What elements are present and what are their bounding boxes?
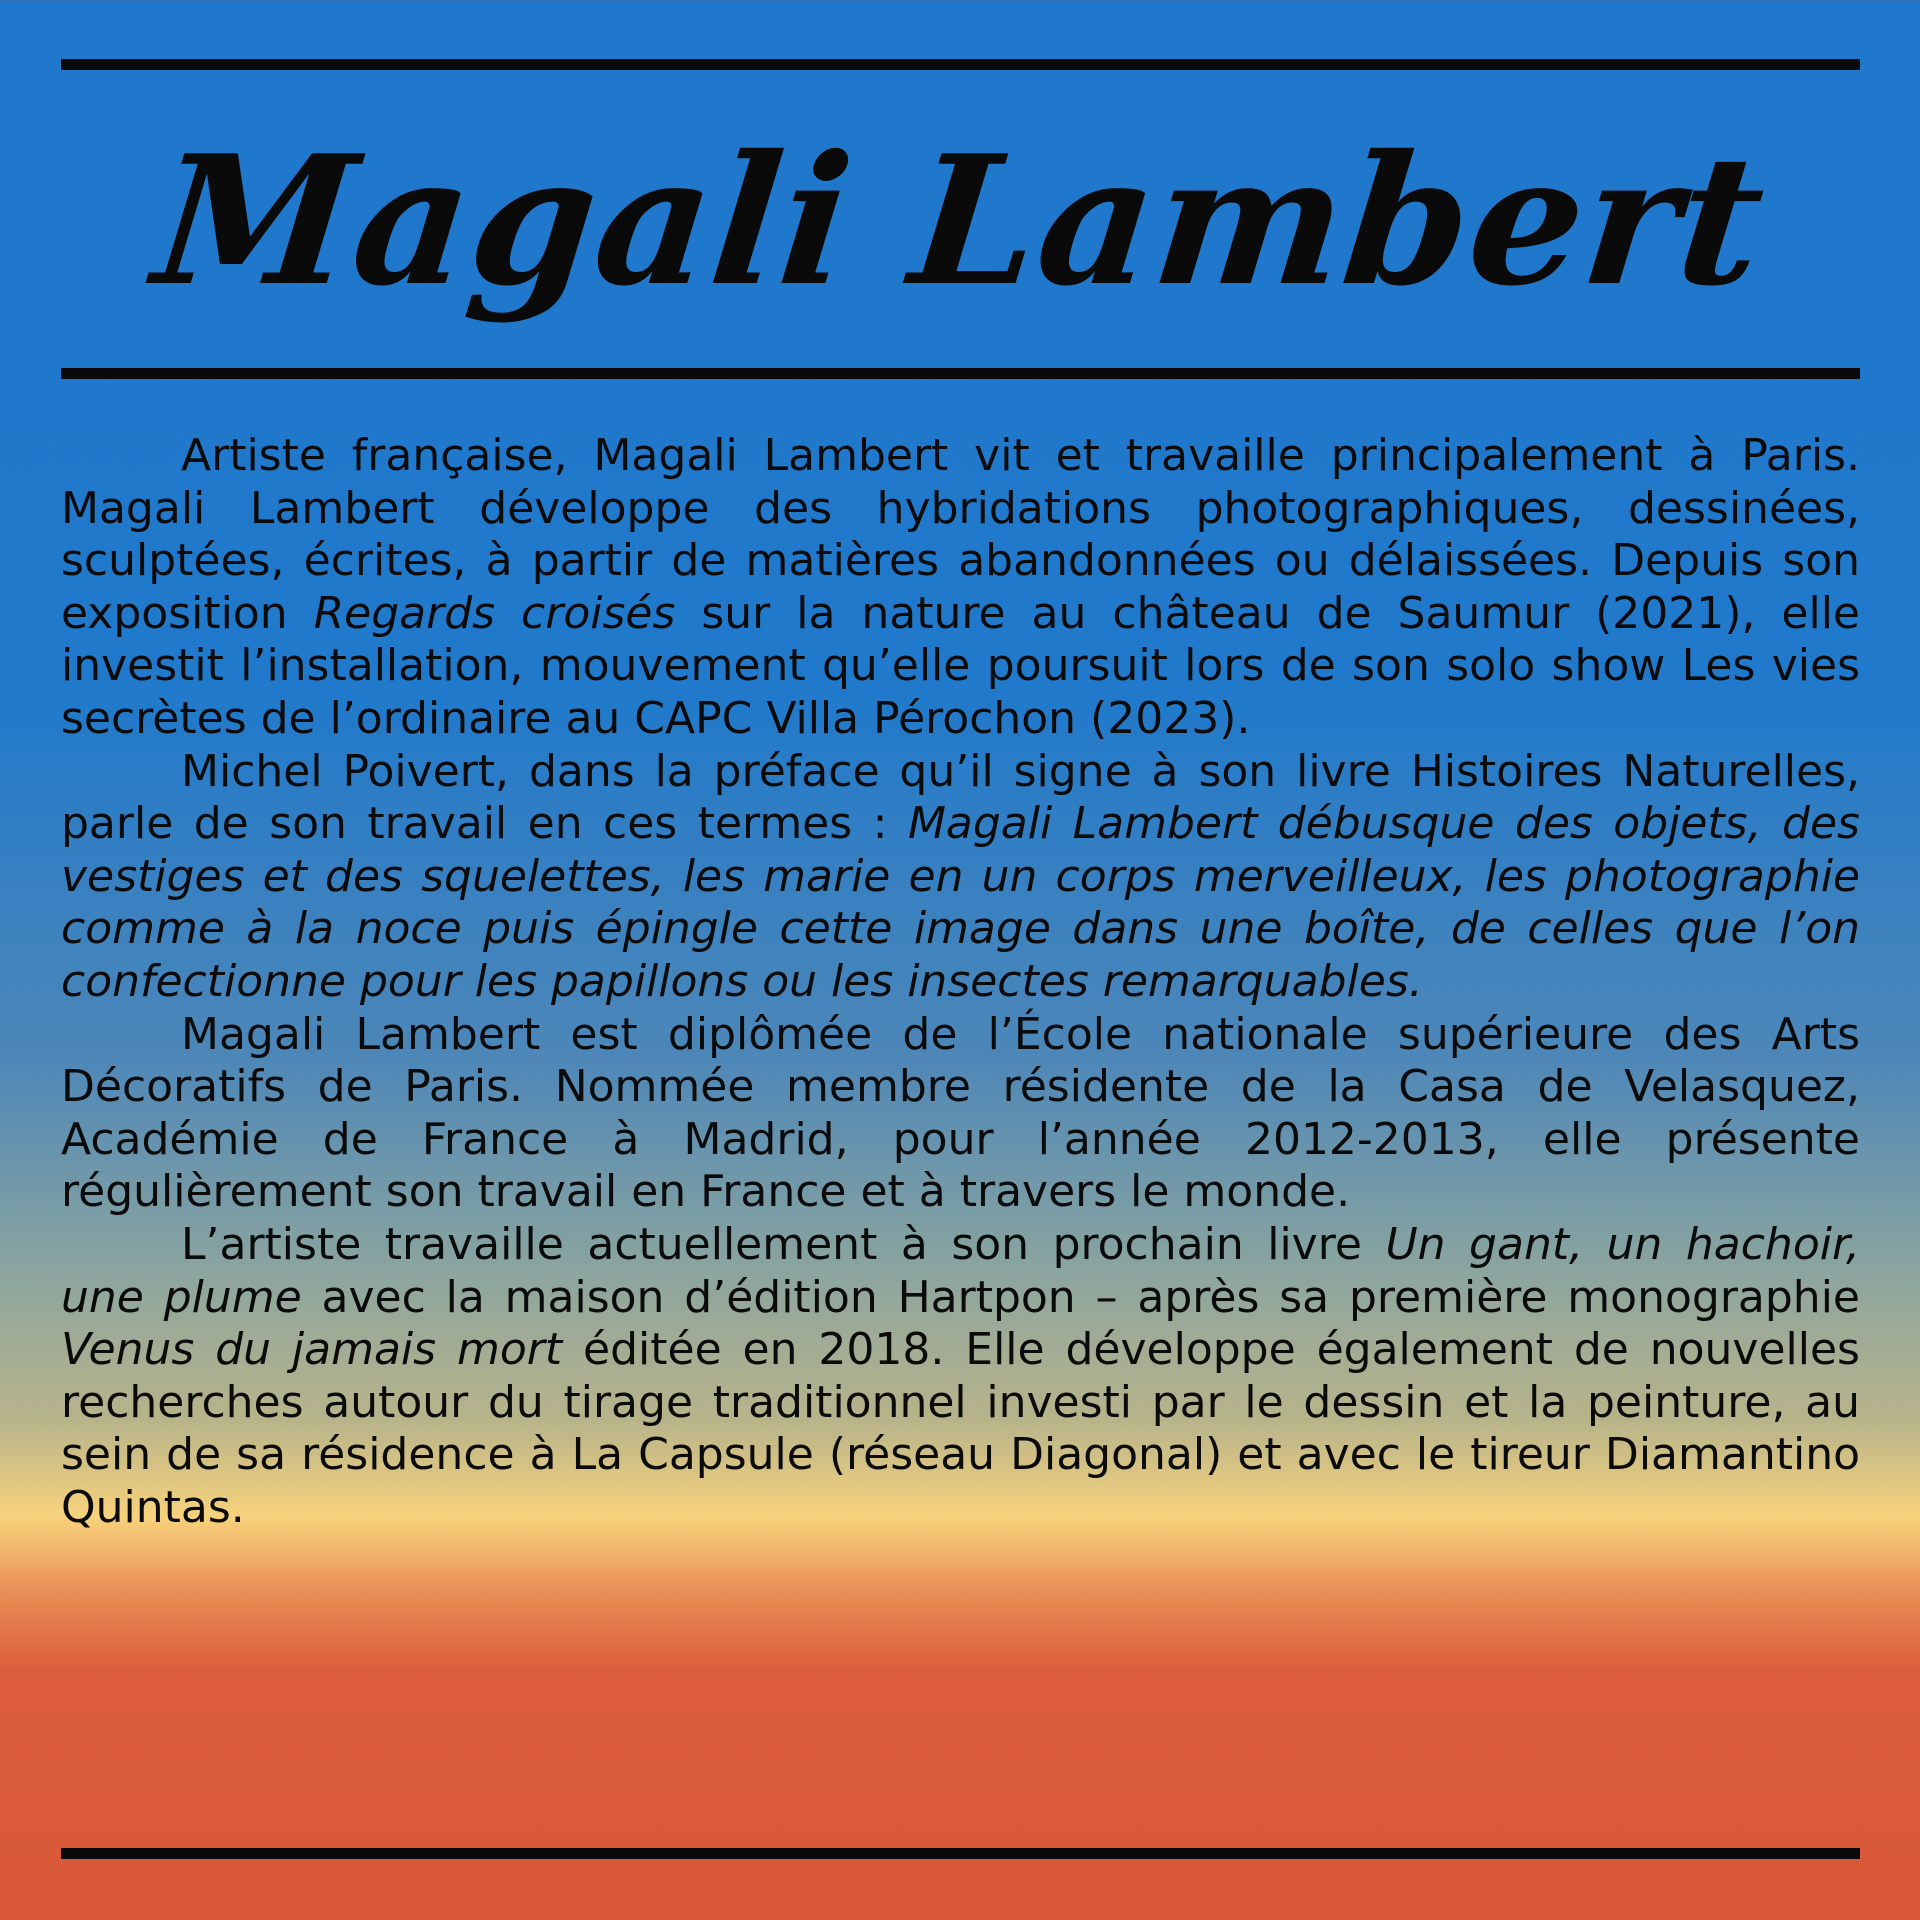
paragraph-education: [61, 1009, 1860, 1219]
text-segment: Michel Poivert, dans la préface qu’il signe à son livre Histoires Naturelles, parle de son travail en ces termes :: [61, 745, 1860, 850]
paragraph-quote: [61, 746, 1860, 1009]
text-segment: L’artiste travaille actuellement à son prochain livre: [181, 1218, 1386, 1270]
bottom-rule: [61, 1848, 1860, 1859]
text-segment: éditée en 2018. Elle développe également de nouvelles recherches autour du tirage traditionnel investi par le dessin et la peinture, au sein de sa résidence à La Capsule (réseau Diagonal) et avec le tireur Diamantino Quintas.: [61, 1324, 1860, 1533]
text-segment: Artiste française, Magali Lambert vit et travaille principalement à Paris. Magali Lambert développe des hybridations photographiques, dessinées, sculptées, écrites, à partir de matières abandonnées ou délaissées. Depuis son exposition: [61, 430, 1860, 639]
text-segment: Magali Lambert est diplômée de l’École nationale supérieure des Arts Décoratifs de Paris. Nommée membre résidente de la Casa de Velasquez, Académie de France à Madrid, pour l’année 2012-2013, elle présente régulièrement son travail en France et à travers le monde.: [61, 1008, 1860, 1218]
page-title: Magali Lambert: [146, 116, 1774, 325]
biography-text: [61, 430, 1860, 1534]
text-segment: avec la maison d’édition Hartpon – après sa première monographie: [301, 1271, 1860, 1323]
title-divider-rule: [61, 368, 1860, 379]
top-rule: [61, 59, 1860, 70]
book-title: Un gant, un hachoir, une plume: [61, 1218, 1860, 1323]
paragraph-current-work: [61, 1219, 1860, 1535]
quote-text: Magali Lambert débusque des objets, des vestiges et des squelettes, les marie en un corps merveilleux, les photographie comme à la noce puis épingle cette image dans une boîte, de celles que l’on confectionne pour les papillons ou les insectes remarquables.: [61, 798, 1860, 1007]
exhibition-title: Regards croisés: [313, 587, 676, 639]
text-segment: sur la nature au château de Saumur (2021), elle investit l’installation, mouvement qu’elle poursuit lors de son solo show Les vies secrètes de l’ordinaire au CAPC Villa Pérochon (2023).: [61, 587, 1860, 744]
paragraph-intro: [61, 430, 1860, 746]
monograph-title: Venus du jamais mort: [61, 1324, 563, 1376]
